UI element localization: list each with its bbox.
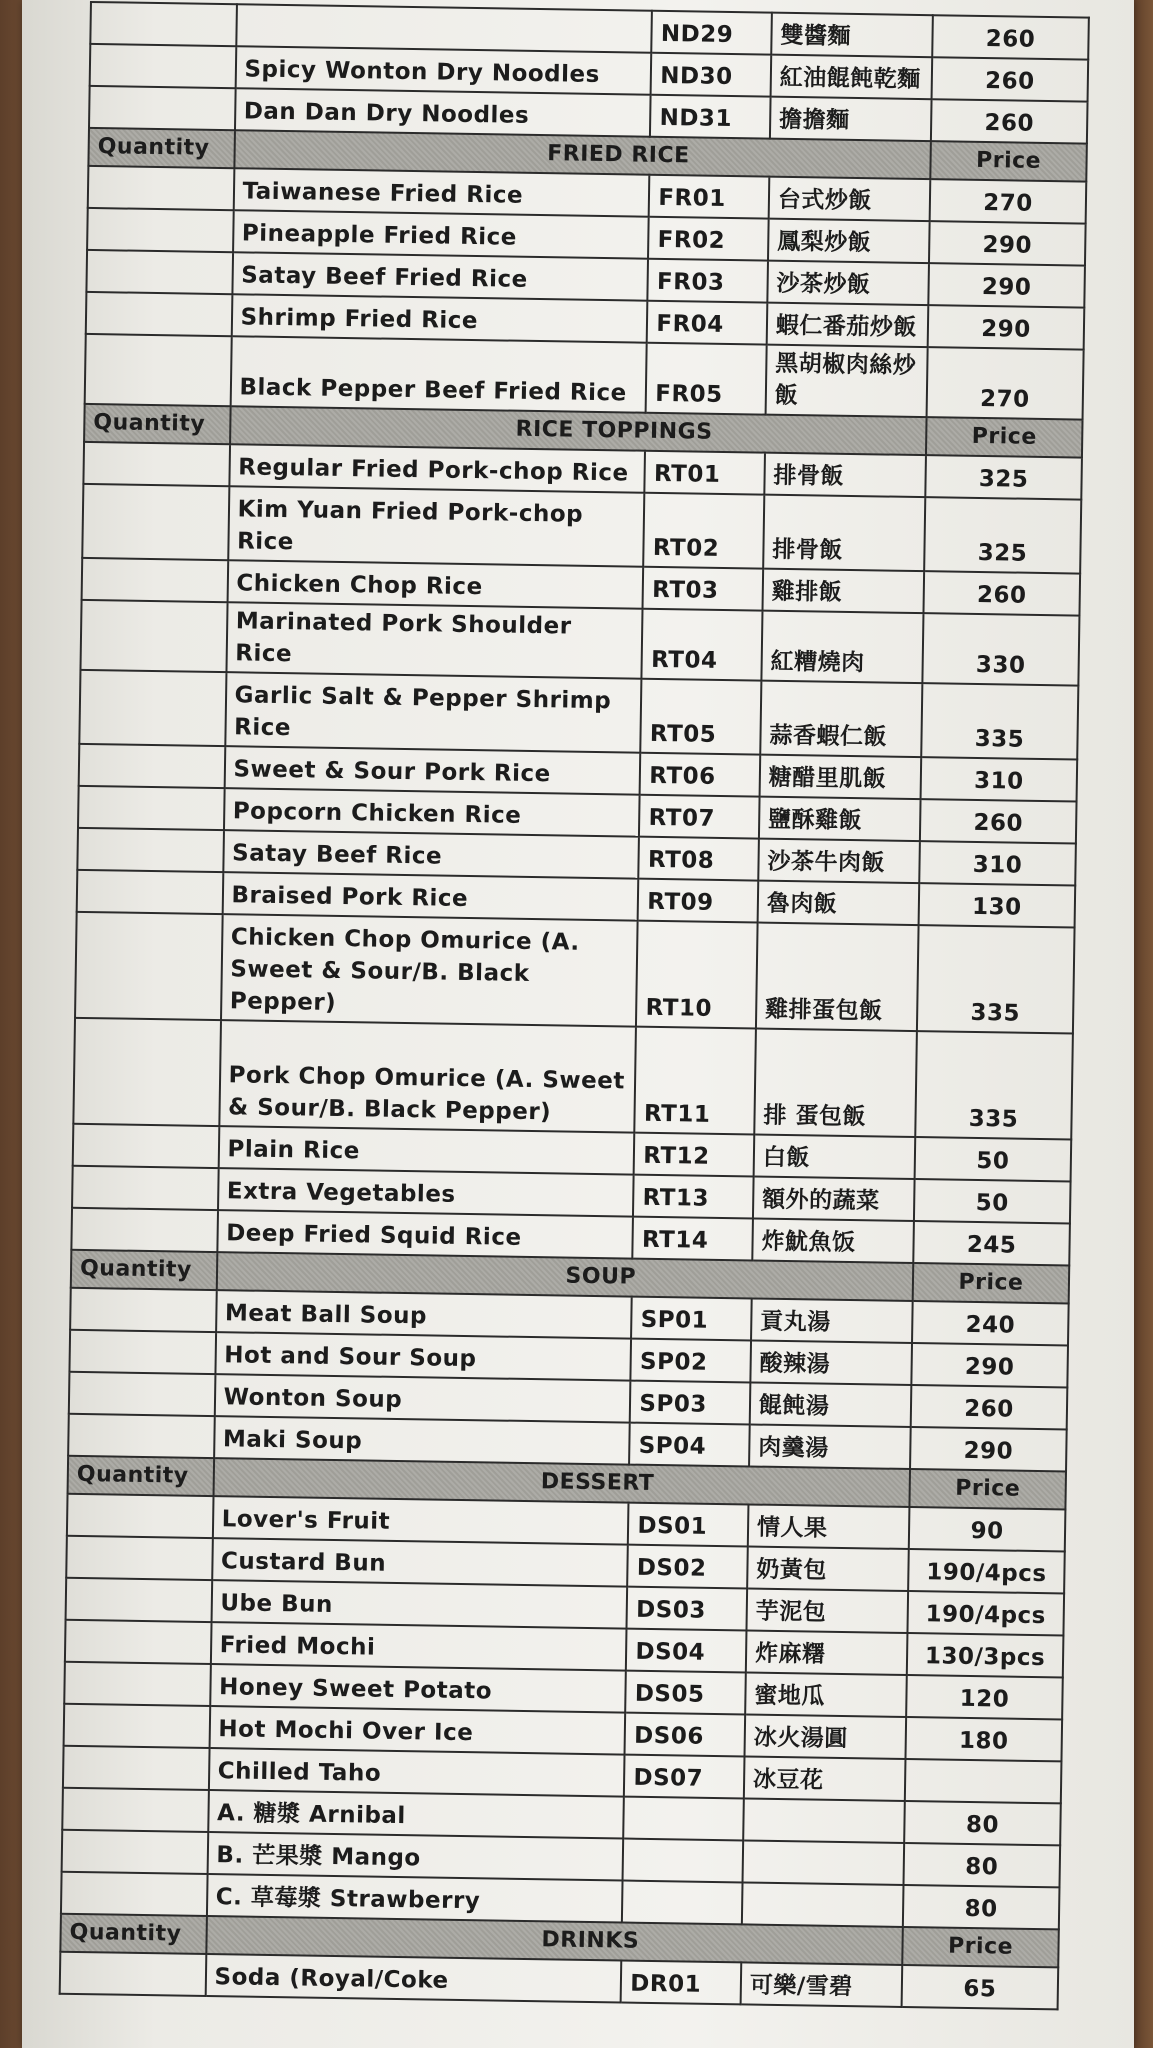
- item-code: SP01: [631, 1297, 751, 1341]
- item-chinese-name: 冰火湯圓: [744, 1714, 906, 1759]
- quantity-cell[interactable]: [64, 1704, 210, 1748]
- price-label: Price: [926, 417, 1083, 457]
- item-chinese-name: 蜜地瓜: [745, 1672, 907, 1717]
- item-code: FR02: [648, 217, 768, 261]
- item-name: A. 糖漿 Arnibal: [208, 1790, 624, 1839]
- item-name: Braised Pork Rice: [222, 872, 638, 921]
- item-price: 240: [912, 1301, 1069, 1345]
- item-chinese-name: 台式炒飯: [769, 177, 931, 222]
- item-name: Hot and Sour Soup: [215, 1332, 631, 1381]
- item-chinese-name: 擔擔麵: [770, 97, 932, 142]
- item-price: 120: [906, 1675, 1063, 1719]
- item-chinese-name: 魯肉飯: [758, 881, 920, 926]
- item-name: C. 草莓漿 Strawberry: [206, 1874, 622, 1923]
- quantity-cell[interactable]: [77, 828, 223, 872]
- item-name: Sweet & Sour Pork Rice: [224, 746, 640, 795]
- item-name: Shrimp Fried Rice: [231, 294, 647, 343]
- item-chinese-name: 糖醋里肌飯: [759, 755, 921, 800]
- quantity-cell[interactable]: [82, 484, 229, 560]
- item-chinese-name: 紅糟燒肉: [761, 611, 923, 684]
- item-name: Ube Bun: [211, 1580, 627, 1629]
- item-name: Hot Mochi Over Ice: [209, 1706, 625, 1755]
- item-price: 130/3pcs: [907, 1633, 1064, 1677]
- item-price: 50: [914, 1179, 1071, 1223]
- item-name: Taiwanese Fried Rice: [233, 168, 649, 217]
- item-name: Pineapple Fried Rice: [233, 210, 649, 259]
- quantity-cell[interactable]: [61, 1872, 207, 1916]
- quantity-cell[interactable]: [65, 1620, 211, 1664]
- section-title: DRINKS: [206, 1916, 903, 1965]
- item-code: SP02: [631, 1339, 751, 1383]
- quantity-cell[interactable]: [79, 744, 225, 788]
- item-price: 310: [919, 841, 1076, 885]
- quantity-label: Quantity: [88, 128, 234, 168]
- item-code: DS06: [625, 1713, 745, 1757]
- item-name: Honey Sweet Potato: [210, 1664, 626, 1713]
- item-price: 80: [904, 1843, 1061, 1887]
- item-price: 335: [917, 925, 1075, 1033]
- item-chinese-name: 冰豆花: [744, 1756, 906, 1801]
- item-name: B. 芒果漿 Mango: [207, 1832, 623, 1881]
- item-code: RT07: [639, 795, 759, 839]
- quantity-label: Quantity: [68, 1456, 214, 1496]
- item-code: [623, 1839, 743, 1883]
- item-code: RT09: [638, 879, 758, 923]
- item-price: 180: [906, 1717, 1063, 1761]
- item-code: RT12: [634, 1133, 754, 1177]
- item-chinese-name: 芋泥包: [746, 1588, 908, 1633]
- item-code: RT14: [633, 1217, 753, 1261]
- item-chinese-name: 可樂/雪碧: [741, 1962, 903, 2007]
- item-price: 290: [928, 305, 1085, 349]
- quantity-cell[interactable]: [90, 44, 236, 88]
- section-title: RICE TOPPINGS: [230, 406, 927, 455]
- item-price: 190/4pcs: [908, 1549, 1065, 1593]
- item-name: Lover's Fruit: [212, 1496, 628, 1545]
- quantity-cell[interactable]: [70, 1288, 216, 1332]
- item-price: 80: [904, 1801, 1061, 1845]
- item-price: 260: [932, 57, 1089, 101]
- menu-paper: [22, 0, 1134, 2048]
- quantity-label: Quantity: [84, 404, 230, 444]
- quantity-cell[interactable]: [72, 1166, 218, 1210]
- item-name: Plain Rice: [218, 1126, 634, 1175]
- item-code: RT01: [645, 451, 765, 495]
- section-title: SOUP: [216, 1252, 913, 1301]
- item-name: Satay Beef Rice: [223, 830, 639, 879]
- item-code: FR03: [648, 259, 768, 303]
- item-code: RT04: [642, 609, 763, 681]
- item-code: FR04: [647, 301, 767, 345]
- item-name: Satay Beef Fried Rice: [232, 252, 648, 301]
- price-label: Price: [902, 1927, 1059, 1967]
- item-chinese-name: 沙茶炒飯: [767, 261, 929, 306]
- menu-table: [59, 1, 1090, 2010]
- item-price: 330: [922, 613, 1079, 685]
- item-chinese-name: 蝦仁番茄炒飯: [767, 303, 929, 348]
- quantity-cell[interactable]: [66, 1578, 212, 1622]
- item-name: Popcorn Chicken Rice: [224, 788, 640, 837]
- item-name: [236, 4, 652, 53]
- item-code: [624, 1797, 744, 1841]
- menu-body: [60, 2, 1089, 2009]
- item-code: DS02: [628, 1545, 748, 1589]
- price-label: Price: [913, 1263, 1070, 1303]
- item-name: Black Pepper Beef Fried Rice: [230, 336, 647, 413]
- item-name: Marinated Pork Shoulder Rice: [226, 602, 643, 679]
- item-chinese-name: 炸麻糬: [746, 1630, 908, 1675]
- item-price: 290: [929, 221, 1086, 265]
- item-code: RT06: [640, 753, 760, 797]
- quantity-cell[interactable]: [75, 912, 222, 1020]
- quantity-cell[interactable]: [71, 1208, 217, 1252]
- quantity-cell[interactable]: [79, 670, 226, 746]
- item-code: FR01: [649, 175, 769, 219]
- item-chinese-name: 沙茶牛肉飯: [758, 839, 920, 884]
- item-code: SP04: [629, 1423, 749, 1467]
- item-chinese-name: 排骨飯: [764, 453, 926, 498]
- price-label: Price: [909, 1469, 1066, 1509]
- item-name: Extra Vegetables: [218, 1168, 634, 1217]
- item-code: DS07: [624, 1755, 744, 1799]
- item-chinese-name: 情人果: [748, 1504, 910, 1549]
- item-name: Spicy Wonton Dry Noodles: [235, 46, 651, 95]
- item-price: 80: [903, 1885, 1060, 1929]
- section-title: FRIED RICE: [234, 130, 931, 179]
- quantity-cell[interactable]: [86, 250, 232, 294]
- item-code: RT10: [636, 921, 757, 1029]
- item-name: Deep Fried Squid Rice: [217, 1210, 633, 1259]
- item-name: Custard Bun: [212, 1538, 628, 1587]
- item-price: 325: [924, 497, 1081, 573]
- item-code: RT02: [644, 493, 765, 569]
- item-chinese-name: 酸辣湯: [750, 1340, 912, 1385]
- item-price: 260: [932, 15, 1089, 59]
- quantity-cell[interactable]: [83, 442, 229, 486]
- item-name: Wonton Soup: [214, 1374, 630, 1423]
- item-name: Maki Soup: [214, 1416, 630, 1465]
- item-code: FR05: [646, 343, 767, 415]
- item-price: 270: [930, 179, 1087, 223]
- item-chinese-name: [742, 1840, 904, 1885]
- item-chinese-name: 排骨飯: [763, 495, 925, 572]
- item-code: DS03: [627, 1587, 747, 1631]
- item-price: 65: [902, 1965, 1059, 2009]
- item-name: Kim Yuan Fried Pork-chop Rice: [228, 486, 645, 567]
- item-name: Garlic Salt & Pepper Shrimp Rice: [225, 672, 642, 753]
- quantity-label: Quantity: [60, 1914, 206, 1954]
- item-price: 325: [925, 455, 1082, 499]
- item-code: DS01: [628, 1503, 748, 1547]
- item-name: Pork Chop Omurice (A. Sweet & Sour/B. Black Pepper): [219, 1020, 636, 1133]
- item-code: ND29: [652, 11, 772, 55]
- quantity-cell[interactable]: [90, 2, 236, 46]
- item-price: [905, 1759, 1062, 1803]
- item-chinese-name: 黑胡椒肉絲炒飯: [765, 345, 927, 418]
- item-price: 335: [915, 1031, 1073, 1139]
- item-price: 260: [911, 1385, 1068, 1429]
- quantity-cell[interactable]: [88, 166, 234, 210]
- item-price: 290: [911, 1343, 1068, 1387]
- item-code: RT08: [639, 837, 759, 881]
- item-code: ND31: [650, 95, 770, 139]
- item-chinese-name: 餛飩湯: [750, 1382, 912, 1427]
- item-code: [622, 1881, 742, 1925]
- item-code: RT03: [643, 567, 763, 611]
- item-chinese-name: 雞排飯: [762, 569, 924, 614]
- item-price: 90: [909, 1507, 1066, 1551]
- quantity-cell[interactable]: [87, 208, 233, 252]
- quantity-cell[interactable]: [62, 1830, 208, 1874]
- item-code: DR01: [621, 1961, 741, 2005]
- quantity-cell[interactable]: [66, 1536, 212, 1580]
- item-name: Fried Mochi: [210, 1622, 626, 1671]
- item-chinese-name: 貢丸湯: [751, 1298, 913, 1343]
- item-name: Chilled Taho: [208, 1748, 624, 1797]
- item-chinese-name: 奶黃包: [747, 1546, 909, 1591]
- quantity-cell[interactable]: [73, 1018, 220, 1126]
- item-chinese-name: 鹽酥雞飯: [759, 797, 921, 842]
- item-name: Regular Fried Pork-chop Rice: [229, 444, 645, 493]
- item-code: SP03: [630, 1381, 750, 1425]
- quantity-cell[interactable]: [63, 1746, 209, 1790]
- item-chinese-name: 額外的蔬菜: [753, 1177, 915, 1222]
- item-price: 335: [921, 683, 1078, 759]
- item-price: 260: [920, 799, 1077, 843]
- quantity-cell[interactable]: [69, 1330, 215, 1374]
- quantity-cell[interactable]: [64, 1662, 210, 1706]
- item-chinese-name: 排 蛋包飯: [754, 1029, 917, 1138]
- quantity-cell[interactable]: [82, 558, 228, 602]
- item-price: 310: [921, 757, 1078, 801]
- item-chinese-name: [742, 1882, 904, 1927]
- item-price: 260: [924, 571, 1081, 615]
- section-title: DESSERT: [213, 1458, 910, 1507]
- quantity-label: Quantity: [71, 1250, 217, 1290]
- item-price: 270: [927, 347, 1084, 419]
- item-chinese-name: [743, 1798, 905, 1843]
- menu-item-row: [75, 912, 1075, 1034]
- item-code: RT05: [641, 679, 762, 755]
- item-chinese-name: 炸魷魚饭: [752, 1219, 914, 1264]
- item-chinese-name: 鳳梨炒飯: [768, 219, 930, 264]
- item-price: 190/4pcs: [907, 1591, 1064, 1635]
- item-price: 245: [913, 1221, 1070, 1265]
- item-chinese-name: 雞排蛋包飯: [756, 923, 919, 1032]
- quantity-cell[interactable]: [85, 334, 232, 406]
- item-price: 290: [910, 1427, 1067, 1471]
- quantity-cell[interactable]: [67, 1494, 213, 1538]
- item-chinese-name: 白飯: [754, 1135, 916, 1180]
- quantity-cell[interactable]: [73, 1124, 219, 1168]
- item-chinese-name: 雙醬麵: [771, 13, 933, 58]
- item-name: Soda (Royal/Coke: [205, 1954, 621, 2003]
- item-name: Chicken Chop Rice: [227, 560, 643, 609]
- item-price: 50: [915, 1137, 1072, 1181]
- item-name: Dan Dan Dry Noodles: [235, 88, 651, 137]
- item-name: Meat Ball Soup: [216, 1290, 632, 1339]
- quantity-cell[interactable]: [68, 1414, 214, 1458]
- quantity-cell[interactable]: [77, 870, 223, 914]
- quantity-cell[interactable]: [89, 86, 235, 130]
- item-chinese-name: 蒜香蝦仁飯: [760, 681, 922, 758]
- item-price: 130: [919, 883, 1076, 927]
- menu-item-row: [73, 1018, 1073, 1140]
- quantity-cell[interactable]: [62, 1788, 208, 1832]
- item-code: RT13: [633, 1175, 753, 1219]
- item-name: Chicken Chop Omurice (A. Sweet & Sour/B. Black Pepper): [221, 914, 638, 1027]
- quantity-cell[interactable]: [69, 1372, 215, 1416]
- quantity-cell[interactable]: [78, 786, 224, 830]
- item-chinese-name: 肉羹湯: [749, 1424, 911, 1469]
- item-chinese-name: 紅油餛飩乾麵: [770, 55, 932, 100]
- item-price: 260: [931, 99, 1088, 143]
- quantity-cell[interactable]: [80, 600, 227, 672]
- item-code: DS05: [626, 1671, 746, 1715]
- item-code: RT11: [635, 1027, 756, 1135]
- item-code: ND30: [651, 53, 771, 97]
- price-label: Price: [930, 141, 1087, 181]
- quantity-cell[interactable]: [60, 1952, 206, 1996]
- item-code: DS04: [626, 1629, 746, 1673]
- item-price: 290: [928, 263, 1085, 307]
- quantity-cell[interactable]: [86, 292, 232, 336]
